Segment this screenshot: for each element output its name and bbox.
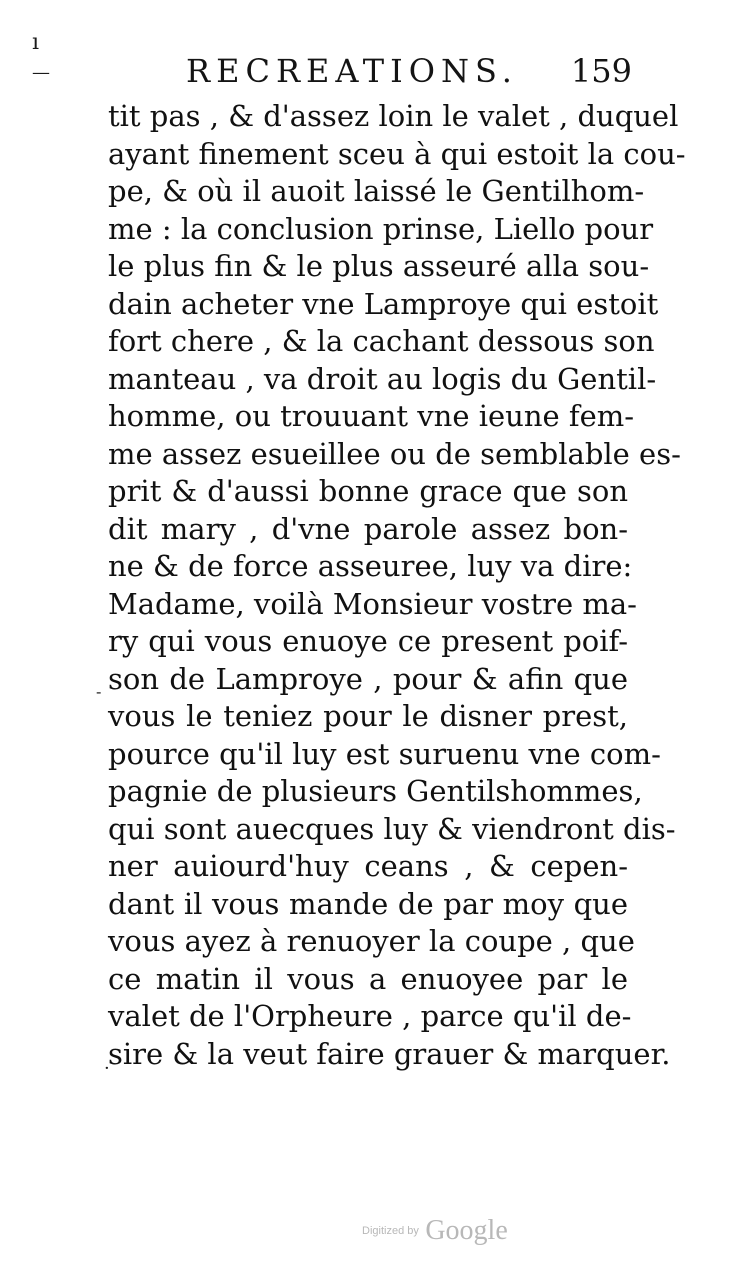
margin-mark-bottom-dot: · <box>104 1058 110 1079</box>
body-text <box>108 98 686 1073</box>
digitized-label: Digitized by <box>362 1225 419 1237</box>
text-line: pagnie de plusieurs Gentilshommes, <box>108 774 643 808</box>
text-line: vous ayez à renuoyer la coupe , que <box>108 924 635 958</box>
margin-mark-top: ı <box>32 30 40 55</box>
text-line: tit pas , & d'assez loin le valet , duquel <box>108 99 679 133</box>
text-line: dit mary , d'vne parole assez bon- <box>108 511 628 546</box>
running-head: RECREATIONS. <box>186 52 518 90</box>
margin-mark-dot: ‐ <box>96 682 102 701</box>
text-line: sire & la veut faire grauer & marquer. <box>108 1036 671 1071</box>
text-line: son de Lamproye , pour & afin que <box>108 661 628 696</box>
text-line: me assez esueillee ou de semblable es- <box>108 436 681 471</box>
google-logo: Google <box>425 1215 508 1246</box>
page-number: 159 <box>570 52 632 90</box>
text-line: ayant finement sceu à qui estoit la cou- <box>108 136 686 171</box>
margin-mark-rule: — <box>32 62 50 83</box>
text-line: Madame, voilà Monsieur vostre ma- <box>108 586 637 621</box>
text-line: homme, ou trouuant vne ieune fem- <box>108 399 635 433</box>
text-line: dant il vous mande de par moy que <box>108 886 628 921</box>
text-line: valet de l'Orpheure , parce qu'il de- <box>108 999 632 1033</box>
text-line: fort chere , & la cachant dessous son <box>108 324 655 358</box>
text-line: manteau , va droit au logis du Gentil- <box>108 361 657 396</box>
text-line: dain acheter vne Lamproye qui estoit <box>108 286 659 321</box>
digitized-credit <box>362 1215 508 1247</box>
text-line: ner auiourd'huy ceans , & cepen- <box>108 849 628 883</box>
text-line: prit & d'aussi bonne grace que son <box>108 474 628 508</box>
text-line: ne & de force asseuree, luy va dire: <box>108 549 633 583</box>
text-line: pource qu'il luy est suruenu vne com- <box>108 736 661 771</box>
text-line: vous le teniez pour le disner prest, <box>108 699 628 733</box>
text-line: ry qui vous enuoye ce present poif- <box>108 624 628 658</box>
page-header <box>186 52 656 96</box>
text-line: ce matin il vous a enuoyee par le <box>108 961 628 996</box>
text-line: pe, & où il auoit laissé le Gentilhom- <box>108 174 645 208</box>
text-line: me : la conclusion prinse, Liello pour <box>108 211 654 246</box>
text-line: qui sont auecques luy & viendront dis- <box>108 811 676 846</box>
text-line: le plus fin & le plus asseuré alla sou- <box>108 249 650 283</box>
